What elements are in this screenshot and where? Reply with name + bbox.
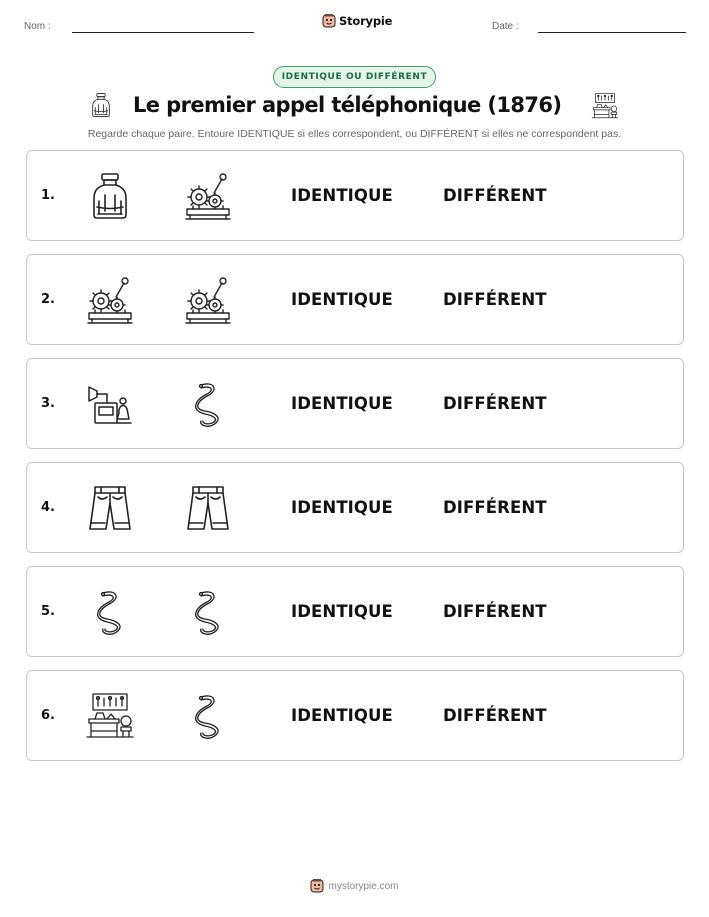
storypie-logo-icon bbox=[310, 879, 324, 893]
date-label: Date : bbox=[492, 21, 519, 32]
pair-card bbox=[26, 358, 684, 449]
footer bbox=[0, 879, 709, 893]
name-field[interactable] bbox=[72, 32, 254, 33]
different-option[interactable]: DIFFÉRENT bbox=[443, 706, 547, 725]
pair-number: 6. bbox=[41, 708, 55, 723]
identique-option[interactable]: IDENTIQUE bbox=[291, 186, 393, 205]
footer-url: mystorypie.com bbox=[328, 880, 399, 892]
identique-option[interactable]: IDENTIQUE bbox=[291, 394, 393, 413]
pair-card bbox=[26, 462, 684, 553]
wire-icon bbox=[85, 587, 135, 637]
identique-option[interactable]: IDENTIQUE bbox=[291, 498, 393, 517]
jar-icon bbox=[88, 90, 114, 124]
date-field[interactable] bbox=[538, 32, 686, 33]
wire-icon bbox=[183, 691, 233, 741]
identique-option[interactable]: IDENTIQUE bbox=[291, 290, 393, 309]
trousers-icon bbox=[85, 483, 135, 533]
pair-card bbox=[26, 150, 684, 241]
instructions: Regarde chaque paire. Entoure IDENTIQUE si elles correspondent, ou DIFFÉRENT si elles ne correspondent pas. bbox=[87, 128, 622, 140]
title-row bbox=[0, 90, 709, 124]
different-option[interactable]: DIFFÉRENT bbox=[443, 602, 547, 621]
wire-icon bbox=[183, 379, 233, 429]
page-title: Le premier appel téléphonique (1876) bbox=[133, 93, 562, 117]
pair-card bbox=[26, 566, 684, 657]
pair-card bbox=[26, 670, 684, 761]
brand bbox=[322, 14, 392, 28]
pair-number: 3. bbox=[41, 396, 55, 411]
jar-icon bbox=[85, 171, 135, 221]
different-option[interactable]: DIFFÉRENT bbox=[443, 498, 547, 517]
different-option[interactable]: DIFFÉRENT bbox=[443, 186, 547, 205]
gear-machine-icon bbox=[183, 275, 233, 325]
gear-machine-icon bbox=[183, 171, 233, 221]
identique-option[interactable]: IDENTIQUE bbox=[291, 602, 393, 621]
pair-number: 5. bbox=[41, 604, 55, 619]
pair-card bbox=[26, 254, 684, 345]
identique-option[interactable]: IDENTIQUE bbox=[291, 706, 393, 725]
workshop-icon bbox=[590, 92, 620, 124]
name-label: Nom : bbox=[24, 21, 51, 32]
gear-machine-icon bbox=[85, 275, 135, 325]
brand-name: Storypie bbox=[339, 14, 393, 28]
pair-number: 4. bbox=[41, 500, 55, 515]
storypie-logo-icon bbox=[322, 14, 336, 28]
activity-badge: IDENTIQUE OU DIFFÉRENT bbox=[273, 66, 436, 88]
pair-number: 1. bbox=[41, 188, 55, 203]
different-option[interactable]: DIFFÉRENT bbox=[443, 290, 547, 309]
telephone-horn-icon bbox=[85, 379, 135, 429]
different-option[interactable]: DIFFÉRENT bbox=[443, 394, 547, 413]
worksheet-header bbox=[0, 14, 709, 38]
wire-icon bbox=[183, 587, 233, 637]
pair-number: 2. bbox=[41, 292, 55, 307]
workshop-icon bbox=[85, 691, 135, 741]
trousers-icon bbox=[183, 483, 233, 533]
